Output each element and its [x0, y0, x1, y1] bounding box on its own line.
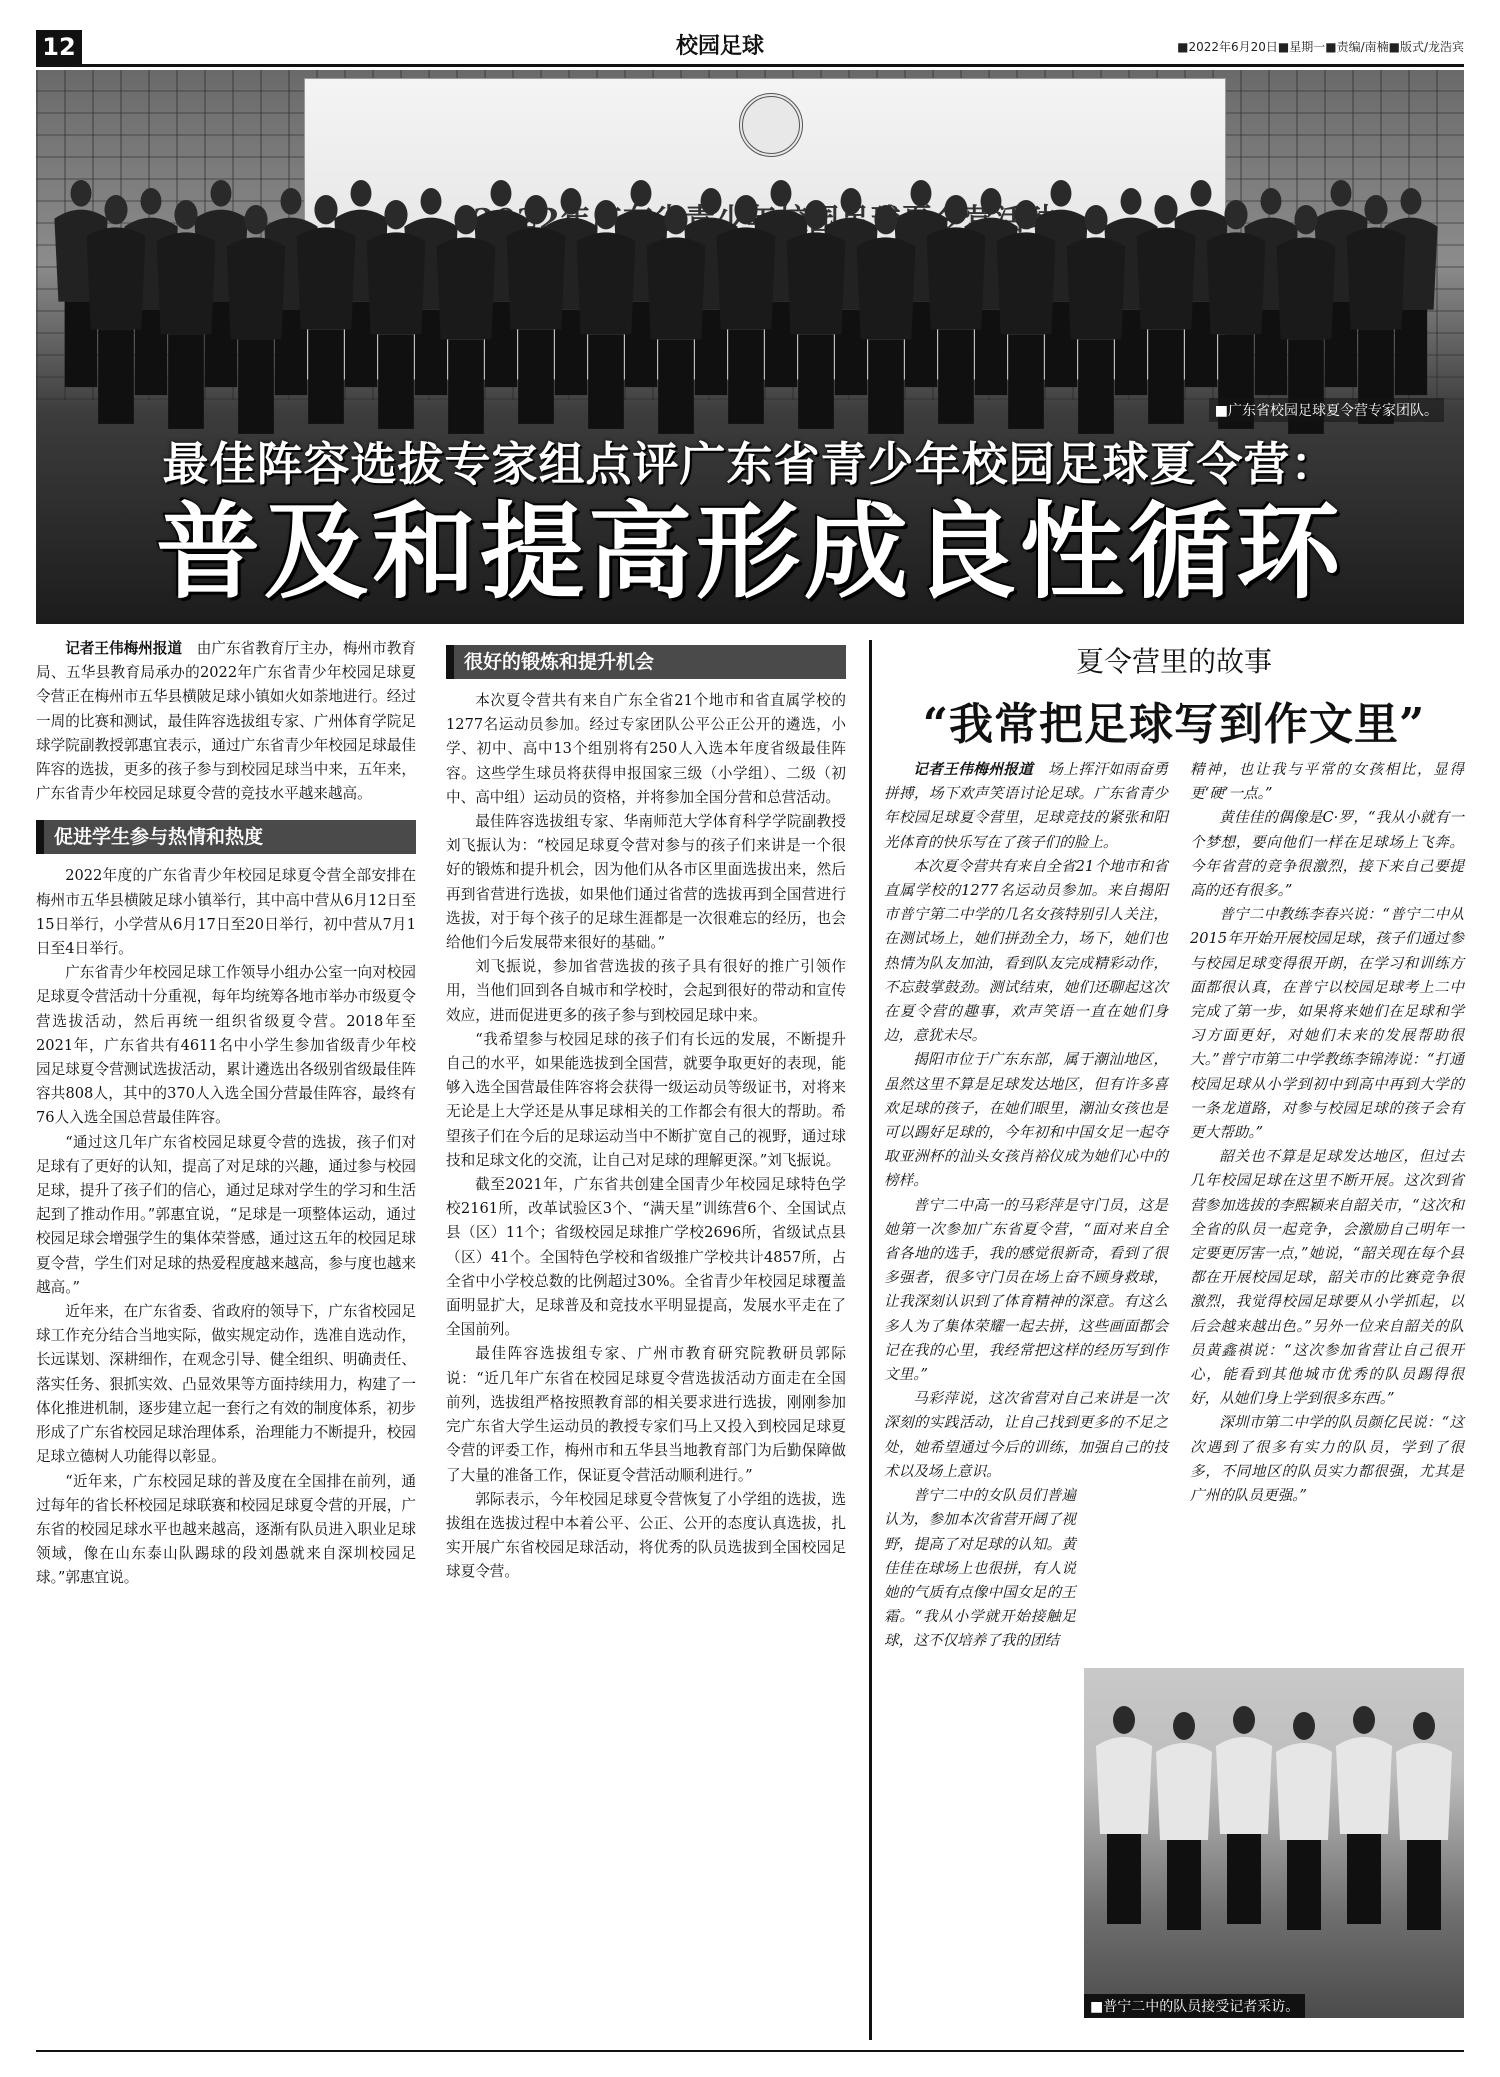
story-lead-text: 场上挥汗如雨奋勇拼搏，场下欢声笑语讨论足球。广东省青少年校园足球夏令营里，足球竞技的紧张和阳光体育的快乐写在了孩子们的脸上。: [884, 761, 1168, 851]
hero-photo: [36, 70, 1464, 624]
paragraph: 刘飞振说，参加省营选拔的孩子具有很好的推广引领作用，当他们回到各自城市和学校时，会起到很好的带动和宣传效应，进而促进更多的孩子参与到校园足球中来。: [446, 958, 846, 1024]
paragraph: 普宁二中教练李春兴说：“普宁二中从2015年开始开展校园足球，孩子们通过参与校园足球变得很开朗，在学习和训练方面都很认真，在普宁以校园足球考上二中完成了第一步，如果将来她们在足球和学习方面更好，对她们未来的发展帮助很大。”普宁市第二中学教练李锦涛说：“打通校园足球从小学到初中到高中再到大学的一条龙道路，对参与校园足球的孩子会有更大帮助。”: [1190, 906, 1464, 1142]
paragraph: 精神，也让我与平常的女孩相比，显得更‘硬’一点。”: [1190, 761, 1464, 803]
paragraph: 韶关也不算是足球发达地区，但过去几年校园足球在这里不断开展。这次到省营参加选拔的李熙颖来自韶关市，“这次和全省的队员一起竞争，会激励自己明年一定要更厉害一点，”她说，“韶关现在每个县都在开展校园足球，韶关市的比赛竞争很激烈，我觉得校园足球要从小学抓起，以后会越来越出色。”另外一位来自韶关的队员黄鑫祺说：“这次参加省营让自己很开心，能看到其他城市优秀的队员踢得很好，从她们身上学到很多东西。”: [1190, 1148, 1464, 1408]
person-silhouette: [1156, 1712, 1212, 1930]
article-column-2: [446, 645, 846, 1585]
person-silhouette: [1216, 1706, 1272, 1924]
paragraph: 马彩萍说，这次省营对自己来讲是一次深刻的实践活动，让自己找到更多的不足之处，她希望通过今后的训练，加强自己的技术以及场上意识。: [884, 1390, 1168, 1480]
person-silhouette: [1336, 1706, 1392, 1924]
paragraph: 最佳阵容选拔组专家、华南师范大学体育科学学院副教授刘飞振认为：“校园足球夏令营对参与的孩子们来讲是一个很好的锻炼和提升机会，因为他们从各市区里面选拔出来，然后再到省营进行选拔，如果他们通过省营的选拔再到全国营进行选拔，对于每个孩子的足球生涯都是一次很难忘的经历，也会给他们今后发展带来很好的基础。”: [446, 813, 846, 952]
hero-photo-caption: ■广东省校园足球夏令营专家团队。: [1209, 398, 1444, 422]
paragraph: 揭阳市位于广东东部，属于潮汕地区，虽然这里不算是足球发达地区，但有许多喜欢足球的孩子，在她们眼里，潮汕女孩也是可以踢好足球的，今年初和中国女足一起夺取亚洲杯的汕头女孩肖裕仪成为她们心中的榜样。: [884, 1051, 1168, 1190]
person-silhouette: [1096, 1706, 1152, 1924]
story-byline: 记者王伟梅州报道: [913, 761, 1034, 778]
girls-team-group: [1084, 1668, 1464, 2018]
article-column-1: [36, 637, 416, 1591]
paragraph: 黄佳佳的偶像是C·罗，“我从小就有一个梦想，要向他们一样在足球场上飞奔。今年省营的竞争很激烈，接下来自己要提高的还有很多。”: [1190, 809, 1464, 900]
paragraph: “近年来，广东校园足球的普及度在全国排在前列，通过每年的省长杯校园足球联赛和校园足球夏令营的开展，广东省的校园足球水平也越来越高，逐渐有队员进入职业足球领域，像在山东泰山队踢球的段刘愚就来自深圳校园足球。”郭惠宜说。: [36, 1472, 416, 1587]
headline-kicker: 最佳阵容选拔专家组点评广东省青少年校园足球夏令营：: [162, 437, 1338, 491]
section-title: 校园足球: [676, 34, 765, 59]
column-divider: [869, 640, 872, 2040]
paragraph: 普宁二中高一的马彩萍是守门员，这是她第一次参加广东省夏令营，“面对来自全省各地的选手，我的感觉很新奇，看到了很多强者，很多守门员在场上奋不顾身救球，让我深刻认识到了体育精神的深意。有这么多人为了集体荣耀一起去拼，这些画面都会记在我的心里，我经常把这样的经历写到作文里。”: [884, 1196, 1168, 1384]
paragraph: 本次夏令营共有来自全省21个地市和省直属学校的1277名运动员参加。来自揭阳市普宁第二中学的几名女孩特别引人关注，在测试场上，她们拼劲全力，场下，她们也热情为队友加油，看到队友完成精彩动作，不忘鼓掌鼓劲。测试结束，她们还聊起这次在夏令营的趣事，欢声笑语一直在她们身边，意犹未尽。: [884, 857, 1168, 1045]
person-silhouette: [1396, 1712, 1452, 1930]
players-photo: [1084, 1668, 1464, 2018]
paragraph: 2022年度的广东省青少年校园足球夏令营全部安排在梅州市五华县横陂足球小镇举行，其中高中营从6月12日至15日举行，小学营从6月17日至20日举行，初中营从7月1日至4日举行。: [36, 867, 416, 958]
article-lead: [36, 637, 416, 806]
paragraph: 最佳阵容选拔组专家、广州市教育研究院教研员郭际说：“近几年广东省在校园足球夏令营选拔活动方面走在全国前列，选拔组严格按照教育部的相关要求进行选拔，刚刚参加完广东省大学生运动员的教授专家们马上又投入到校园足球夏令营的评委工作，梅州市和五华县当地教育部门为后勤保障做了大量的准备工作，保证夏令营活动顺利进行。”: [446, 1345, 846, 1484]
paragraph: 普宁二中的女队员们普遍认为，参加本次省营开阔了视野，提高了对足球的认知。黄佳佳在球场上也很拼，有人说她的气质有点像中国女足的王霜。“我从小学就开始接触足球，这不仅培养了我的团结: [884, 1487, 1076, 1650]
story-column-4: [1190, 758, 1464, 1508]
story-title: “我常把足球写到作文里”: [922, 699, 1426, 750]
players-photo-caption: ■普宁二中的队员接受记者采访。: [1084, 1994, 1305, 2018]
subhead-participation: 促进学生参与热情和热度: [36, 820, 416, 854]
page-number: 12: [36, 30, 82, 64]
paragraph: 近年来，在广东省委、省政府的领导下，广东省校园足球工作充分结合当地实际，做实规定动作，选准自选动作，长远谋划、深耕细作，在观念引导、健全组织、明确责任、落实任务、狠抓实效、凸显效果等方面持续用力，构建了一体化推进机制，逐步建立起一套行之有效的制度体系，初步形成了广东省校园足球治理体系，治理能力不断提升，校园足球立德树人功能得以彰显。: [36, 1303, 416, 1466]
person-silhouette: [1276, 1712, 1332, 1930]
paragraph: 郭际表示，今年校园足球夏令营恢复了小学组的选拔，选拔组在选拔过程中本着公平、公正、公开的态度认真选拔，扎实开展广东省校园足球活动，将优秀的队员选拔到全国校园足球夏令营。: [446, 1490, 846, 1581]
lead-text: 由广东省教育厅主办，梅州市教育局、五华县教育局承办的2022年广东省青少年校园足球夏令营正在梅州市五华县横陂足球小镇如火如荼地进行。经过一周的比赛和测试，最佳阵容选拔组专家、广州体育学院足球学院副教授郭惠宜表示，通过广东省青少年校园足球最佳阵容的选拔，更多的孩子参与到校园足球当中来，五年来，广东省青少年校园足球夏令营的竞技水平越来越高。: [36, 640, 416, 803]
issue-meta: ■2022年6月20日■星期一■责编/南楠■版式/龙浩宾: [1177, 40, 1464, 54]
paragraph: 深圳市第二中学的队员颜亿民说：“这次遇到了很多有实力的队员，学到了很多，不同地区的队员实力都很强，尤其是广州的队员更强。”: [1190, 1414, 1464, 1505]
story-column-3: [884, 758, 1168, 1654]
paragraph: 本次夏令营共有来自广东全省21个地市和省直属学校的1277名运动员参加。经过专家团队公平公正公开的遴选，小学、初中、高中13个组别将有250人入选本年度省级最佳阵容。这些学生球员将获得申报国家三级（小学组）、二级（初中、高中组）运动员的资格，并将参加全国分营和总营活动。: [446, 692, 846, 806]
story-kicker: 夏令营里的故事: [1075, 645, 1272, 678]
footer-rule: [36, 2050, 1464, 2052]
paragraph: 广东省青少年校园足球工作领导小组办公室一向对校园足球夏令营活动十分重视，每年均统筹各地市举办市级夏令营选拔活动，然后再统一组织省级夏令营。2018年至2021年，广东省共有4611名中小学生参加省级青少年校园足球夏令营测试选拔活动，累计遴选出各级别省级最佳阵容共808人，其中的370人入选全国分营最佳阵容，最终有76人入选全国总营最佳阵容。: [36, 964, 416, 1127]
subhead-training: 很好的锻炼和提升机会: [446, 645, 846, 679]
page-header: [36, 30, 1464, 67]
story-lead: [884, 758, 1168, 855]
paragraph: “我希望参与校园足球的孩子们有长远的发展，不断提升自己的水平，如果能选拔到全国营，就要争取更好的表现，能够入选全国营最佳阵容将会获得一级运动员等级证书，对将来无论是上大学还是从事足球相关的工作都会有很大的帮助。希望孩子们在今后的足球运动当中不断扩宽自己的视野，通过球技和足球文化的交流，让自己对足球的理解更深。”刘飞振说。: [446, 1030, 846, 1169]
paragraph: 截至2021年，广东省共创建全国青少年校园足球特色学校2161所，改革试验区3个、“满天星”训练营6个、全国试点县（区）11个；省级校园足球推广学校2696所，省级试点县（区）41个。全国特色学校和省级推广学校共计4857所，占全省中小学校总数的比例超过30%。全省青少年校园足球覆盖面明显扩大，足球普及和竞技水平明显提高，发展水平走在了全国前列。: [446, 1176, 846, 1339]
byline: 记者王伟梅州报道: [65, 640, 183, 657]
paragraph: “通过这几年广东省校园足球夏令营的选拔，孩子们对足球有了更好的认知，提高了对足球的兴趣，通过参与校园足球，提升了孩子们的信心，通过足球对学生的学习和生活起到了推动作用。”郭惠宜说，“足球是一项整体运动，通过校园足球会增强学生的集体荣誉感，通过这五年的校园足球夏令营，学生们对足球的热爱程度越来越高，参与度也越来越高。”: [36, 1133, 416, 1296]
main-headline: 普及和提高形成良性循环: [155, 490, 1344, 613]
